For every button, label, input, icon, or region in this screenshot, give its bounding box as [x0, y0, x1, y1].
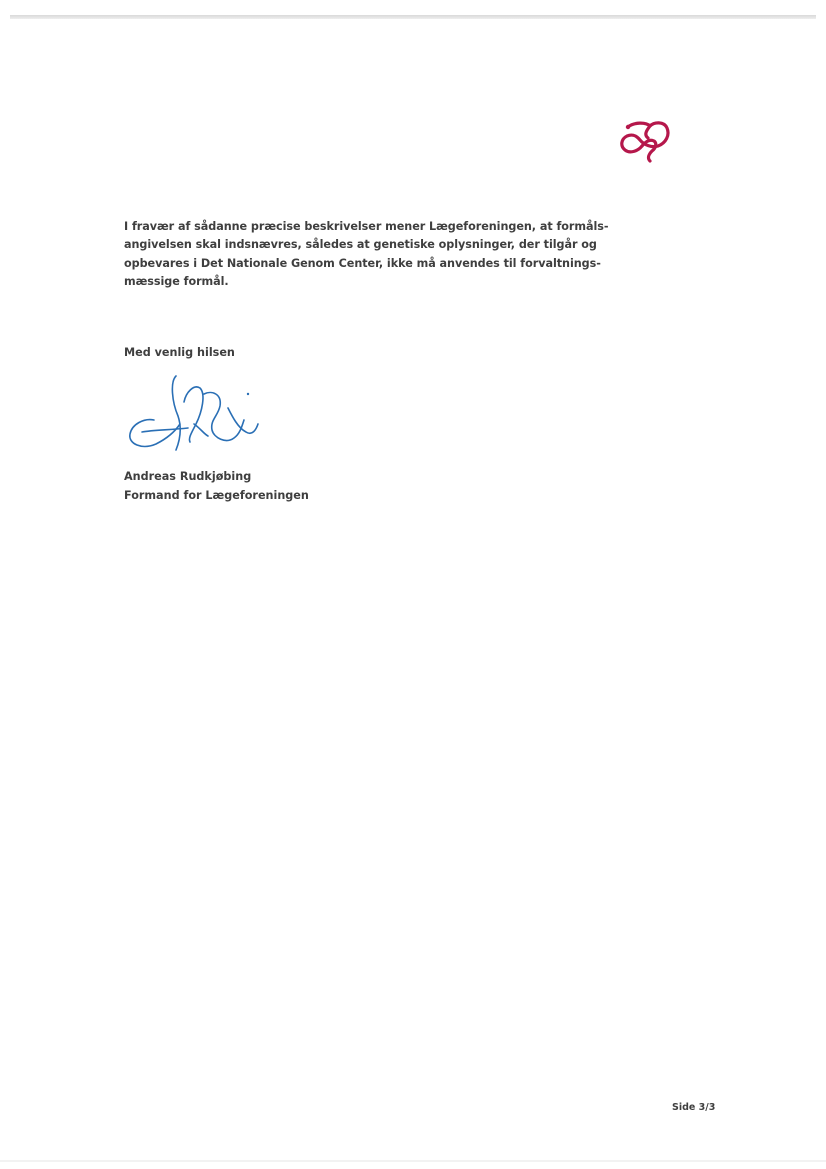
- paragraph-line: opbevares i Det Nationale Genom Center, ikke må anvendes til forvaltnings-: [124, 256, 601, 270]
- closing-salutation: Med venlig hilsen: [124, 346, 235, 359]
- signer-name: Andreas Rudkjøbing: [124, 470, 252, 483]
- signer-block: [124, 468, 309, 505]
- page-number: Side 3/3: [672, 1102, 716, 1113]
- laegeforeningen-logo-icon: [614, 113, 672, 163]
- signature-icon: [124, 372, 264, 464]
- paragraph-line: angivelsen skal indsnævres, således at genetiske oplysninger, der tilgår og: [124, 238, 597, 252]
- paragraph-line: mæssige formål.: [124, 274, 229, 288]
- signer-title: Formand for Lægeforeningen: [124, 488, 309, 502]
- letter-body-paragraph: [124, 218, 609, 291]
- scan-edge-bottom: [0, 1160, 826, 1162]
- scan-edge-top: [10, 15, 816, 19]
- paragraph-line: I fravær af sådanne præcise beskrivelser mener Lægeforeningen, at formåls-: [124, 220, 609, 233]
